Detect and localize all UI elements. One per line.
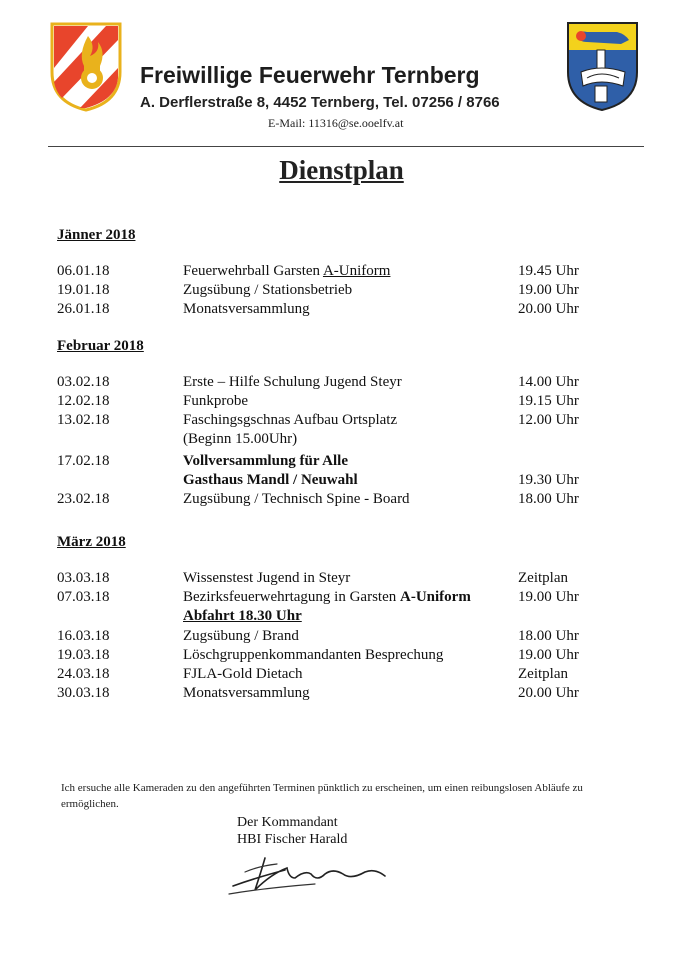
schedule-row xyxy=(0,282,683,300)
row-event: Zugsübung / Brand xyxy=(183,628,299,644)
schedule-row-continuation xyxy=(0,472,683,490)
schedule-row xyxy=(0,374,683,392)
row-time: 12.00 Uhr xyxy=(518,412,579,428)
row-date: 30.03.18 xyxy=(57,685,110,701)
row-date: 24.03.18 xyxy=(57,666,110,682)
uniform-note: A-Uniform xyxy=(400,589,471,605)
schedule-row xyxy=(0,453,683,471)
schedule-row xyxy=(0,491,683,509)
row-time: 20.00 Uhr xyxy=(518,685,579,701)
row-event: Zugsübung / Technisch Spine - Board xyxy=(183,491,410,507)
row-time: 19.00 Uhr xyxy=(518,647,579,663)
row-time: 19.00 Uhr xyxy=(518,589,579,605)
row-date: 23.02.18 xyxy=(57,491,110,507)
schedule-row xyxy=(0,301,683,319)
page-title: Dienstplan xyxy=(279,155,404,185)
row-date: 12.02.18 xyxy=(57,393,110,409)
signature-icon xyxy=(225,848,415,898)
row-time: 18.00 Uhr xyxy=(518,491,579,507)
schedule-row xyxy=(0,589,683,607)
schedule-row-continuation xyxy=(0,431,683,449)
row-date: 19.03.18 xyxy=(57,647,110,663)
row-date: 26.01.18 xyxy=(57,301,110,317)
row-event: FJLA-Gold Dietach xyxy=(183,666,303,682)
organization-name: Freiwillige Feuerwehr Ternberg xyxy=(140,62,480,88)
row-date: 13.02.18 xyxy=(57,412,110,428)
ternberg-crest-logo xyxy=(565,20,640,112)
row-event: Feuerwehrball Garsten A-Uniform xyxy=(183,263,391,279)
row-event: Funkprobe xyxy=(183,393,248,409)
row-time: 19.15 Uhr xyxy=(518,393,579,409)
signatory-name: HBI Fischer Harald xyxy=(237,832,348,847)
row-date: 19.01.18 xyxy=(57,282,110,298)
fire-brigade-emblem-icon xyxy=(50,22,122,112)
row-date: 07.03.18 xyxy=(57,589,110,605)
schedule-row xyxy=(0,647,683,665)
row-time: 19.30 Uhr xyxy=(518,472,579,488)
month-heading-february: Februar 2018 xyxy=(57,338,144,354)
row-event: Monatsversammlung xyxy=(183,301,310,317)
organization-email: E-Mail: 11316@se.ooelfv.at xyxy=(268,116,404,130)
schedule-row xyxy=(0,628,683,646)
row-event: Zugsübung / Stationsbetrieb xyxy=(183,282,353,298)
row-event: Löschgruppenkommandanten Besprechung xyxy=(183,647,444,663)
row-date: 16.03.18 xyxy=(57,628,110,644)
signatory-role: Der Kommandant xyxy=(237,815,338,830)
row-date: 03.02.18 xyxy=(57,374,110,390)
month-heading-march: März 2018 xyxy=(57,534,126,550)
departure-note: Abfahrt 18.30 Uhr xyxy=(183,608,302,624)
row-time: 18.00 Uhr xyxy=(518,628,579,644)
row-event: Erste – Hilfe Schulung Jugend Steyr xyxy=(183,374,402,390)
row-event: Bezirksfeuerwehrtagung in Garsten A-Uniform xyxy=(183,589,471,605)
schedule-row xyxy=(0,685,683,703)
municipal-crest-icon xyxy=(565,20,640,112)
row-event: Gasthaus Mandl / Neuwahl xyxy=(183,472,358,488)
row-event: Faschingsgschnas Aufbau Ortsplatz xyxy=(183,412,398,428)
header-divider xyxy=(48,146,644,147)
schedule-row xyxy=(0,263,683,281)
row-time: Zeitplan xyxy=(518,570,568,586)
row-event: Vollversammlung für Alle xyxy=(183,453,349,469)
row-event: Wissenstest Jugend in Steyr xyxy=(183,570,351,586)
schedule-row-continuation xyxy=(0,608,683,626)
schedule-row xyxy=(0,666,683,684)
month-heading-january: Jänner 2018 xyxy=(57,227,136,243)
row-time: 20.00 Uhr xyxy=(518,301,579,317)
row-date: 03.03.18 xyxy=(57,570,110,586)
row-date: 17.02.18 xyxy=(57,453,110,469)
schedule-row xyxy=(0,393,683,411)
handwritten-signature xyxy=(225,848,415,898)
row-time: Zeitplan xyxy=(518,666,568,682)
row-time: 19.00 Uhr xyxy=(518,282,579,298)
row-time: 19.45 Uhr xyxy=(518,263,579,279)
schedule-row xyxy=(0,570,683,588)
organization-address: A. Derflerstraße 8, 4452 Ternberg, Tel. 07256 / 8766 xyxy=(140,94,500,111)
row-event: Monatsversammlung xyxy=(183,685,310,701)
row-event: (Beginn 15.00Uhr) xyxy=(183,431,298,447)
closing-note: Ich ersuche alle Kameraden zu den angeführten Terminen pünktlich zu erscheinen, um einen reibungslosen Abläufe zu ermöglichen. xyxy=(61,782,583,810)
row-date: 06.01.18 xyxy=(57,263,110,279)
uniform-note: A-Uniform xyxy=(322,263,391,279)
row-time: 14.00 Uhr xyxy=(518,374,579,390)
schedule-row xyxy=(0,412,683,430)
fire-brigade-logo xyxy=(50,22,122,112)
